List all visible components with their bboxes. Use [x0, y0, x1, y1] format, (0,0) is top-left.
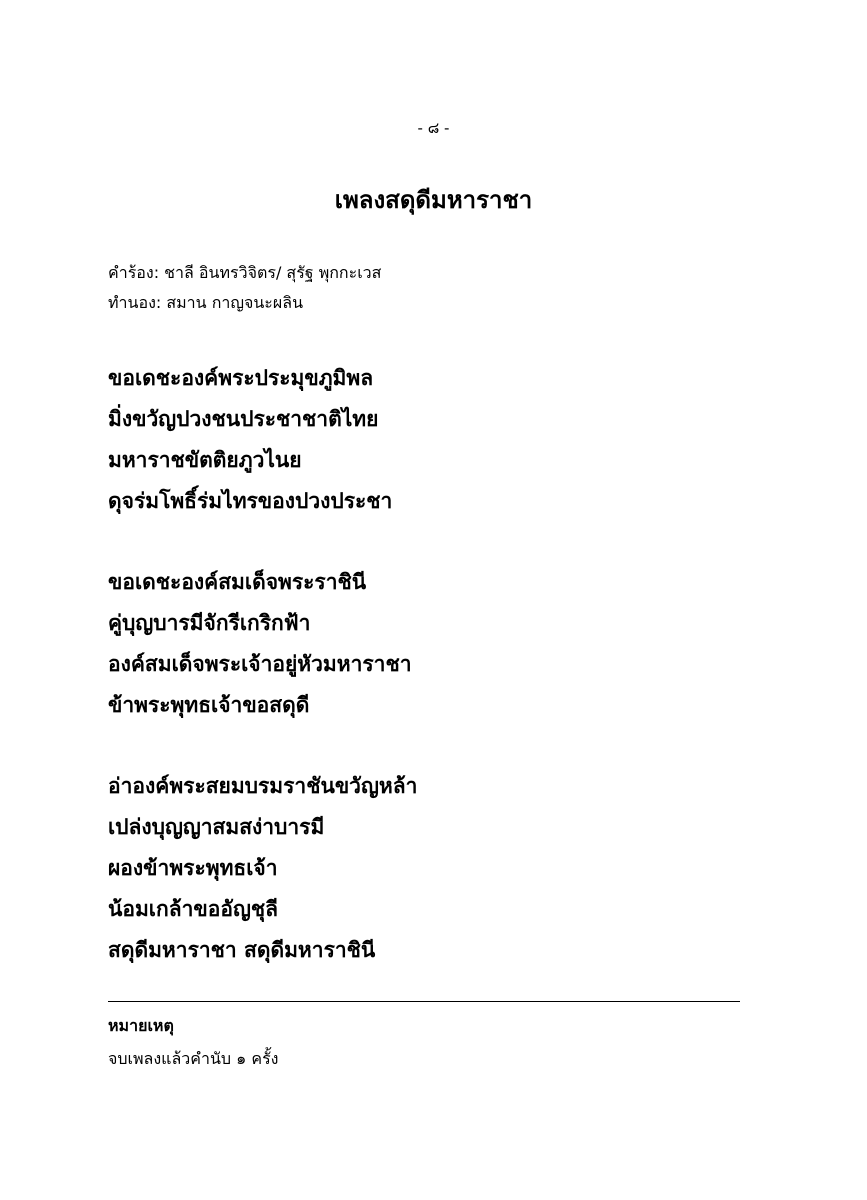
song-credits [108, 258, 381, 318]
page-number: - ๘ - [417, 119, 450, 137]
lyric-line: อ่าองค์พระสยมบรมราชันขวัญหล้า [108, 774, 418, 798]
lyric-line: ขอเดชะองค์สมเด็จพระราชินี [108, 570, 367, 594]
lyric-line: มิ่งขวัญปวงชนประชาชาติไทย [108, 407, 379, 431]
note-heading: หมายเหตุ [108, 1016, 174, 1035]
lyric-line: เปล่งบุญญาสมสง่าบารมี [108, 815, 325, 839]
lyrics-stanza-3 [108, 766, 758, 971]
lyric-line: องค์สมเด็จพระเจ้าอยู่หัวมหาราชา [108, 652, 412, 676]
lyric-line: ผองข้าพระพุทธเจ้า [108, 856, 278, 880]
lyric-line: ดุจร่มโพธิ์ร่มไทรของปวงประชา [108, 489, 393, 513]
lyricist-credit: คำร้อง: ชาลี อินทรวิจิตร/ สุรัฐ พุกกะเวส [108, 263, 382, 282]
song-title: เพลงสดุดีมหาราชา [334, 186, 533, 214]
lyric-line: ข้าพระพุทธเจ้าขอสดุดี [108, 693, 310, 717]
lyric-line: น้อมเกล้าขออัญชุลี [108, 897, 278, 921]
note-text: จบเพลงแล้วคำนับ ๑ ครั้ง [108, 1049, 279, 1068]
lyric-line: คู่บุญบารมีจักรีเกริกฟ้า [108, 611, 311, 635]
lyric-line: ขอเดชะองค์พระประมุขภูมิพล [108, 366, 374, 390]
lyric-line: สดุดีมหาราชา สดุดีมหาราชินี [108, 938, 376, 962]
section-divider [108, 1001, 740, 1002]
lyrics-stanza-1 [108, 358, 758, 522]
lyric-line: มหาราชขัตติยภูวไนย [108, 448, 302, 472]
composer-credit: ทำนอง: สมาน กาญจนะผลิน [108, 293, 304, 312]
lyrics-stanza-2 [108, 562, 758, 726]
